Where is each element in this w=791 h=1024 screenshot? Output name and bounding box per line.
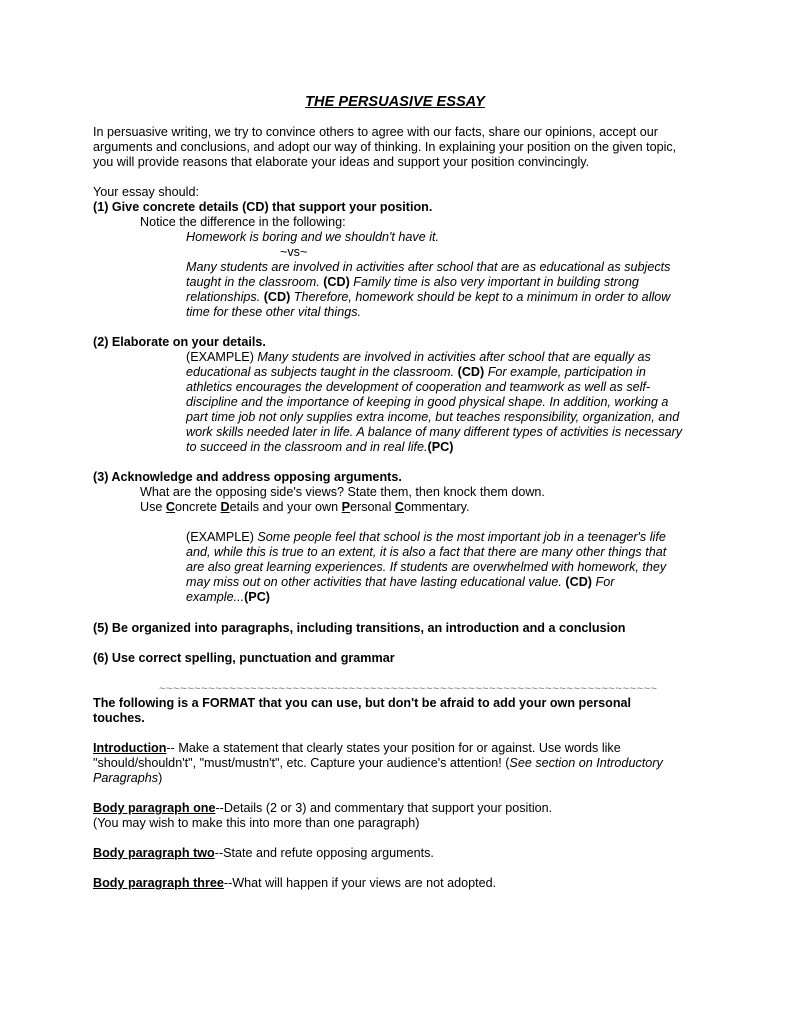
section-1-heading: (1) Give concrete details (CD) that support your position. <box>93 200 433 214</box>
section-2-line-1: (EXAMPLE) Many students are involved in activities after school that are equally as <box>186 350 651 364</box>
section-6-heading: (6) Use correct spelling, punctuation and grammar <box>93 651 395 665</box>
example-b-line-2: taught in the classroom. (CD) Family time is also very important in building strong <box>186 275 639 289</box>
section-2-line-2: educational as subjects taught in the classroom. (CD) For example, participation in <box>186 365 646 379</box>
section-3-example-line-1: (EXAMPLE) Some people feel that school is the most important job in a teenager's life <box>186 530 666 544</box>
section-2-heading: (2) Elaborate on your details. <box>93 335 266 349</box>
section-2-line-7: to succeed in the classroom and in real life.(PC) <box>186 440 454 454</box>
tilde-divider: ~~~~~~~~~~~~~~~~~~~~~~~~~~~~~~~~~~~~~~~~~~~~~~~~~~~~~~~~~~~~~~~~~~~~~~~ <box>159 683 658 695</box>
section-2-line-6: work skills needed later in life. A balance of many different types of activities is necessary <box>186 425 683 439</box>
section-3-line-1: What are the opposing side's views? State them, then knock them down. <box>140 485 545 499</box>
body-one-line-2: (You may wish to make this into more than one paragraph) <box>93 816 420 830</box>
section-3-example-line-5: example...(PC) <box>186 590 270 604</box>
introduction-line-3: Paragraphs) <box>93 771 163 785</box>
format-line-2: touches. <box>93 711 145 725</box>
should-label: Your essay should: <box>93 185 199 199</box>
example-b-line-1: Many students are involved in activities after school that are as educational as subjects <box>186 260 671 274</box>
section-3-example-line-4: may miss out on other activities that have lasting educational value. (CD) For <box>186 575 615 589</box>
section-5-heading: (5) Be organized into paragraphs, including transitions, an introduction and a conclusion <box>93 621 626 635</box>
body-one-line-1: Body paragraph one--Details (2 or 3) and commentary that support your position. <box>93 801 553 815</box>
introduction-line-2: "should/shouldn't", "must/mustn't", etc. Capture your audience's attention! (See section on Introductory <box>93 756 663 770</box>
body-two-line: Body paragraph two--State and refute opposing arguments. <box>93 846 434 860</box>
section-2-line-5: part time job not only supplies extra income, but teaches responsibility, organization, and <box>186 410 680 424</box>
example-b-line-4: time for these other vital things. <box>186 305 361 319</box>
section-3-example-line-3: are also great learning experiences. If students are overwhelmed with homework, they <box>186 560 667 574</box>
introduction-line-1: Introduction-- Make a statement that clearly states your position for or against. Use words like <box>93 741 621 755</box>
section-2-line-4: discipline and the importance of keeping in good physical shape. In addition, working a <box>186 395 669 409</box>
page-title: THE PERSUASIVE ESSAY <box>305 94 485 110</box>
format-line-1: The following is a FORMAT that you can use, but don't be afraid to add your own personal <box>93 696 632 710</box>
section-2-line-3: athletics encourages the development of cooperation and teamwork as well as self- <box>186 380 651 394</box>
intro-line-1: In persuasive writing, we try to convince others to agree with our facts, share our opinions, accept our <box>93 125 658 139</box>
section-3-example-line-2: and, while this is true to an extent, it is also a fact that there are many other things that <box>186 545 667 559</box>
section-3-heading: (3) Acknowledge and address opposing arguments. <box>93 470 402 484</box>
intro-line-3: you will provide reasons that elaborate your ideas and support your position convincingly. <box>93 155 590 169</box>
intro-line-2: arguments and conclusions, and adopt our way of thinking. In explaining your position on the given topic, <box>93 140 677 154</box>
example-a: Homework is boring and we shouldn't have it. <box>186 230 440 244</box>
section-1-notice: Notice the difference in the following: <box>140 215 346 229</box>
vs-text: ~vs~ <box>280 245 308 259</box>
example-b-line-3: relationships. (CD) Therefore, homework should be kept to a minimum in order to allow <box>186 290 671 304</box>
section-3-use-line: Use Concrete Details and your own Personal Commentary. <box>140 500 470 514</box>
body-three-line: Body paragraph three--What will happen if your views are not adopted. <box>93 876 497 890</box>
